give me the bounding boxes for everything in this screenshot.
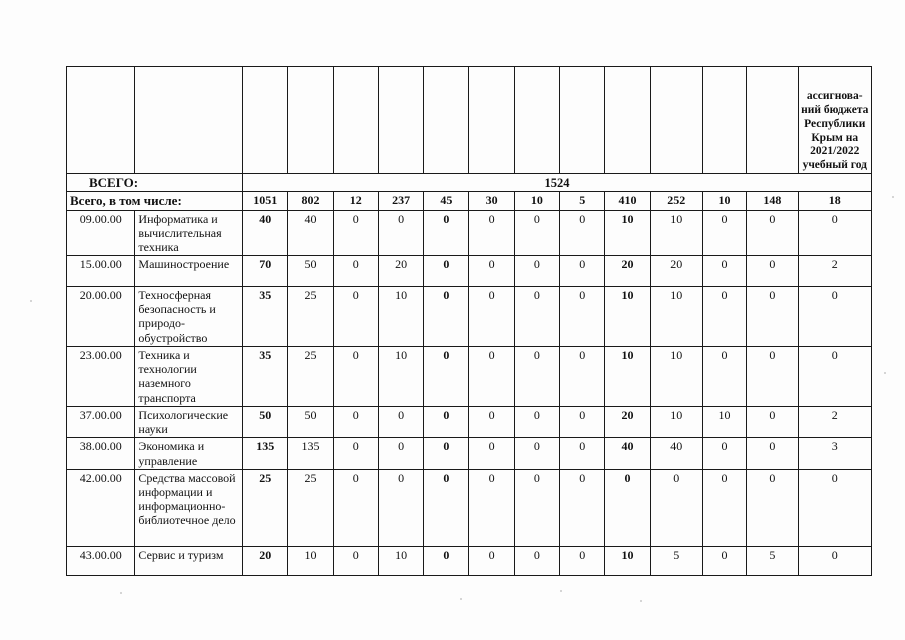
row-value: 0 — [424, 438, 469, 469]
row-value: 0 — [469, 347, 514, 407]
table-row — [67, 347, 872, 407]
row-name: Информатика и вычислительная техника — [135, 210, 243, 255]
subtotal-value: 252 — [650, 192, 702, 210]
row-name: Психологические науки — [135, 407, 243, 438]
row-value: 50 — [288, 256, 333, 287]
row-value: 0 — [469, 469, 514, 546]
row-value: 0 — [560, 546, 605, 575]
budget-allocation-table — [66, 66, 872, 576]
row-value: 0 — [333, 287, 378, 347]
row-value: 0 — [702, 438, 746, 469]
row-value: 0 — [747, 438, 798, 469]
row-value: 0 — [333, 407, 378, 438]
row-value: 25 — [288, 287, 333, 347]
row-value: 10 — [650, 287, 702, 347]
row-value: 0 — [747, 407, 798, 438]
row-value: 10 — [378, 546, 423, 575]
row-value: 0 — [378, 469, 423, 546]
header-cell — [514, 67, 559, 174]
scan-speck — [460, 598, 462, 600]
row-value: 20 — [650, 256, 702, 287]
row-value: 0 — [333, 546, 378, 575]
row-code: 37.00.00 — [67, 407, 135, 438]
row-value: 0 — [514, 438, 559, 469]
row-value: 70 — [243, 256, 288, 287]
row-value: 40 — [650, 438, 702, 469]
row-value: 0 — [424, 347, 469, 407]
header-cell — [288, 67, 333, 174]
subtotal-value: 45 — [424, 192, 469, 210]
row-value: 0 — [702, 256, 746, 287]
header-cell — [560, 67, 605, 174]
row-value: 0 — [514, 347, 559, 407]
scan-speck — [884, 372, 886, 374]
row-value: 5 — [650, 546, 702, 575]
row-value: 20 — [243, 546, 288, 575]
row-value: 0 — [560, 407, 605, 438]
row-value: 35 — [243, 287, 288, 347]
row-value: 0 — [747, 256, 798, 287]
total-row — [67, 174, 872, 192]
row-value: 0 — [702, 469, 746, 546]
row-value: 0 — [469, 407, 514, 438]
row-value: 0 — [333, 347, 378, 407]
row-value: 0 — [560, 438, 605, 469]
table-row — [67, 438, 872, 469]
subtotal-value: 10 — [514, 192, 559, 210]
row-value: 0 — [514, 469, 559, 546]
row-value: 2 — [798, 256, 872, 287]
row-code: 42.00.00 — [67, 469, 135, 546]
row-value: 0 — [333, 210, 378, 255]
header-cell — [605, 67, 650, 174]
row-value: 40 — [605, 438, 650, 469]
row-value: 25 — [288, 347, 333, 407]
row-value: 0 — [333, 256, 378, 287]
row-value: 10 — [702, 407, 746, 438]
table-row — [67, 287, 872, 347]
row-value: 10 — [605, 347, 650, 407]
row-value: 0 — [514, 287, 559, 347]
row-value: 0 — [424, 210, 469, 255]
row-name: Техника и технологии наземного транспорта — [135, 347, 243, 407]
row-value: 0 — [469, 256, 514, 287]
row-value: 40 — [288, 210, 333, 255]
subtotal-value: 12 — [333, 192, 378, 210]
row-value: 10 — [605, 546, 650, 575]
row-name: Машиностроение — [135, 256, 243, 287]
row-value: 0 — [514, 546, 559, 575]
subtotal-value: 10 — [702, 192, 746, 210]
row-value: 0 — [424, 256, 469, 287]
row-value: 10 — [378, 347, 423, 407]
table-row — [67, 407, 872, 438]
row-value: 0 — [747, 287, 798, 347]
header-cell — [469, 67, 514, 174]
row-value: 0 — [798, 347, 872, 407]
row-value: 0 — [798, 287, 872, 347]
row-value: 0 — [333, 469, 378, 546]
subtotal-row — [67, 192, 872, 210]
row-name: Средства массовой информации и информационно-библиотечное дело — [135, 469, 243, 546]
row-value: 0 — [424, 546, 469, 575]
row-value: 0 — [378, 438, 423, 469]
row-value: 0 — [378, 210, 423, 255]
row-value: 0 — [333, 438, 378, 469]
row-value: 35 — [243, 347, 288, 407]
header-cell — [333, 67, 378, 174]
row-value: 10 — [288, 546, 333, 575]
row-code: 23.00.00 — [67, 347, 135, 407]
row-value: 10 — [650, 407, 702, 438]
row-value: 20 — [605, 407, 650, 438]
header-cell — [747, 67, 798, 174]
row-value: 10 — [378, 287, 423, 347]
row-code: 09.00.00 — [67, 210, 135, 255]
row-value: 0 — [702, 287, 746, 347]
row-value: 0 — [560, 347, 605, 407]
row-value: 2 — [798, 407, 872, 438]
row-value: 0 — [378, 407, 423, 438]
row-value: 20 — [378, 256, 423, 287]
row-value: 0 — [605, 469, 650, 546]
row-value: 0 — [560, 256, 605, 287]
table-body — [67, 67, 872, 576]
row-code: 38.00.00 — [67, 438, 135, 469]
subtotal-value: 5 — [560, 192, 605, 210]
row-value: 0 — [798, 210, 872, 255]
row-value: 0 — [469, 438, 514, 469]
row-value: 0 — [747, 347, 798, 407]
row-value: 0 — [514, 210, 559, 255]
header-note: ассигнова-ний бюджета Республики Крым на 2021/2022 учебный год — [798, 67, 872, 174]
scan-speck — [560, 590, 562, 592]
header-cell — [243, 67, 288, 174]
scan-speck — [30, 300, 32, 302]
header-cell — [650, 67, 702, 174]
row-value: 50 — [243, 407, 288, 438]
row-value: 0 — [424, 469, 469, 546]
header-cell-code — [67, 67, 135, 174]
row-value: 10 — [650, 347, 702, 407]
subtotal-value: 1051 — [243, 192, 288, 210]
row-value: 50 — [288, 407, 333, 438]
row-value: 0 — [424, 287, 469, 347]
total-label: ВСЕГО: — [67, 174, 243, 192]
scan-speck — [120, 592, 122, 594]
subtotal-value: 148 — [747, 192, 798, 210]
row-value: 135 — [243, 438, 288, 469]
row-value: 0 — [702, 546, 746, 575]
subtotal-label: Всего, в том числе: — [67, 192, 243, 210]
row-value: 25 — [288, 469, 333, 546]
row-value: 40 — [243, 210, 288, 255]
row-value: 0 — [469, 287, 514, 347]
row-value: 0 — [560, 469, 605, 546]
row-name: Техносферная безопасность и природо-обустройство — [135, 287, 243, 347]
row-value: 5 — [747, 546, 798, 575]
total-value: 1524 — [243, 174, 872, 192]
row-name: Экономика и управление — [135, 438, 243, 469]
row-code: 43.00.00 — [67, 546, 135, 575]
row-value: 0 — [650, 469, 702, 546]
row-value: 10 — [650, 210, 702, 255]
row-value: 0 — [424, 407, 469, 438]
table-row — [67, 469, 872, 546]
row-code: 20.00.00 — [67, 287, 135, 347]
row-code: 15.00.00 — [67, 256, 135, 287]
header-cell — [424, 67, 469, 174]
scan-speck — [640, 600, 642, 602]
row-value: 0 — [514, 256, 559, 287]
table-row — [67, 210, 872, 255]
row-value: 0 — [798, 546, 872, 575]
row-value: 0 — [798, 469, 872, 546]
table-row — [67, 256, 872, 287]
row-value: 20 — [605, 256, 650, 287]
row-value: 0 — [560, 287, 605, 347]
row-value: 0 — [747, 210, 798, 255]
row-value: 135 — [288, 438, 333, 469]
row-value: 3 — [798, 438, 872, 469]
row-name: Сервис и туризм — [135, 546, 243, 575]
row-value: 0 — [560, 210, 605, 255]
row-value: 0 — [514, 407, 559, 438]
row-value: 0 — [702, 210, 746, 255]
header-row — [67, 67, 872, 174]
scan-speck — [892, 196, 894, 198]
row-value: 10 — [605, 287, 650, 347]
subtotal-value: 410 — [605, 192, 650, 210]
table-row — [67, 546, 872, 575]
row-value: 0 — [702, 347, 746, 407]
subtotal-value: 18 — [798, 192, 872, 210]
row-value: 0 — [747, 469, 798, 546]
subtotal-value: 802 — [288, 192, 333, 210]
row-value: 0 — [469, 210, 514, 255]
header-cell-name — [135, 67, 243, 174]
header-cell — [378, 67, 423, 174]
row-value: 0 — [469, 546, 514, 575]
subtotal-value: 30 — [469, 192, 514, 210]
row-value: 10 — [605, 210, 650, 255]
row-value: 25 — [243, 469, 288, 546]
subtotal-value: 237 — [378, 192, 423, 210]
header-cell — [702, 67, 746, 174]
